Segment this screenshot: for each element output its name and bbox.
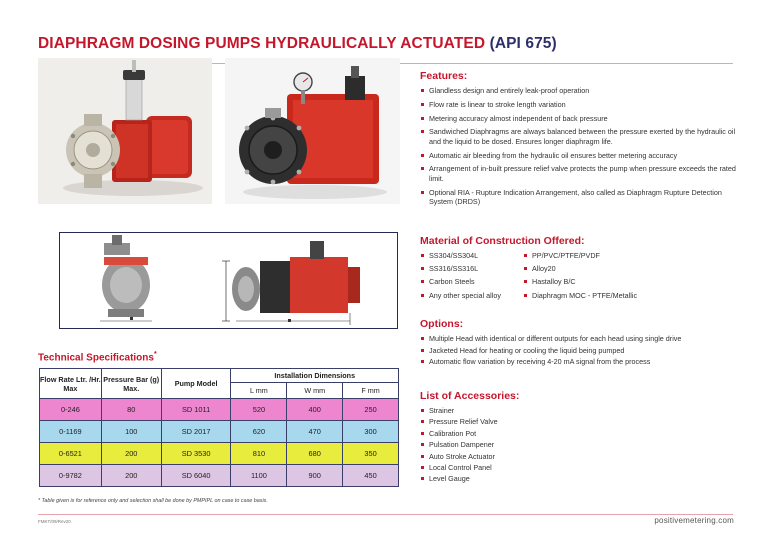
accessories-heading: List of Accessories: (420, 390, 520, 402)
features-list (420, 86, 740, 211)
col-pressure-header: Pressure Bar (g) Max. (101, 369, 161, 399)
specs-heading (38, 351, 157, 363)
materials-heading: Material of Construction Offered: (420, 235, 585, 247)
specs-table (39, 368, 399, 487)
list-item: Carbon Steels (420, 277, 520, 287)
cell-pressure: 200 (101, 465, 161, 487)
list-item: Local Control Panel (420, 463, 620, 473)
cell-f: 350 (343, 443, 399, 465)
list-item: Multiple Head with identical or different outputs for each head using single drive (420, 334, 740, 344)
cell-flow: 0-6521 (40, 443, 102, 465)
list-item: PP/PVC/PTFE/PVDF (523, 251, 733, 261)
cell-w: 680 (287, 443, 343, 465)
cell-f: 450 (343, 465, 399, 487)
cell-pressure: 200 (101, 443, 161, 465)
page-title-main: DIAPHRAGM DOSING PUMPS HYDRAULICALLY ACTUATED (38, 35, 486, 52)
list-item: Pressure Relief Valve (420, 417, 620, 427)
cell-model: SD 1011 (161, 399, 231, 421)
accessories-list (420, 406, 620, 486)
table-row (40, 465, 399, 487)
list-item: Optional RIA - Rupture Indication Arrangement, also called as Diaphragm Rupture Detection System (DRDS) (420, 188, 740, 207)
table-row (40, 443, 399, 465)
list-item: Any other special alloy (420, 291, 520, 301)
list-item: Metering accuracy almost independent of back pressure (420, 114, 740, 124)
cell-pressure: 100 (101, 421, 161, 443)
cell-w: 400 (287, 399, 343, 421)
cell-f: 300 (343, 421, 399, 443)
cell-l: 520 (231, 399, 287, 421)
list-item: Jacketed Head for heating or cooling the liquid being pumped (420, 346, 740, 356)
table-row (40, 399, 399, 421)
col-model-header: Pump Model (161, 369, 231, 399)
cell-f: 250 (343, 399, 399, 421)
cell-model: SD 3530 (161, 443, 231, 465)
list-item: Hastalloy B/C (523, 277, 733, 287)
pump-photo-large (225, 58, 400, 204)
col-l-header: L mm (231, 383, 287, 399)
list-item: Level Gauge (420, 474, 620, 484)
cell-w: 470 (287, 421, 343, 443)
pump-photo-compact (38, 58, 212, 204)
list-item: Automatic air bleeding from the hydraulic oil ensures better metering accuracy (420, 151, 740, 161)
cell-l: 810 (231, 443, 287, 465)
footer-divider (38, 514, 733, 515)
specs-heading-mark: * (153, 351, 157, 358)
cell-w: 900 (287, 465, 343, 487)
col-w-header: W mm (287, 383, 343, 399)
page-title-api: (API 675) (489, 35, 557, 52)
cell-flow: 0-246 (40, 399, 102, 421)
list-item: Strainer (420, 406, 620, 416)
cell-model: SD 2017 (161, 421, 231, 443)
cell-flow: 0-9782 (40, 465, 102, 487)
list-item: Flow rate is linear to stroke length variation (420, 100, 740, 110)
list-item: Arrangement of in-built pressure relief valve protects the pump when pressure exceeds the rated limit. (420, 164, 740, 183)
page-title (38, 35, 557, 53)
col-install-header: Installation Dimensions (231, 369, 399, 383)
cell-flow: 0-1169 (40, 421, 102, 443)
list-item: Pulsation Dampener (420, 440, 620, 450)
cell-pressure: 80 (101, 399, 161, 421)
materials-list-left (420, 251, 520, 304)
list-item: SS316/SS316L (420, 264, 520, 274)
list-item: Sandwiched Diaphragms are always balanced between the pressure exerted by the hydraulic oil and the liquid to be dosed. Ensures longer diaphragm life. (420, 127, 740, 146)
options-list (420, 334, 740, 369)
list-item: Auto Stroke Actuator (420, 452, 620, 462)
col-flow-header: Flow Rate Ltr. /Hr. Max (40, 369, 102, 399)
document-code: FMKT/09/Rev20 (38, 519, 71, 524)
dimension-drawing (59, 232, 398, 329)
website-link[interactable]: positivemetering.com (654, 516, 734, 525)
materials-list-right (523, 251, 733, 304)
cell-l: 620 (231, 421, 287, 443)
options-heading: Options: (420, 318, 464, 330)
list-item: Calibration Pot (420, 429, 620, 439)
cell-model: SD 6040 (161, 465, 231, 487)
features-heading: Features: (420, 70, 468, 82)
cell-l: 1100 (231, 465, 287, 487)
list-item: SS304/SS304L (420, 251, 520, 261)
list-item: Glandless design and entirely leak-proof operation (420, 86, 740, 96)
specs-heading-text: Technical Specifications (38, 352, 154, 364)
table-footnote: * Table given is for reference only and selection shall be done by PMPIPL on case to case basis. (38, 498, 268, 504)
list-item: Diaphragm MOC - PTFE/Metallic (523, 291, 733, 301)
list-item: Alloy20 (523, 264, 733, 274)
col-f-header: F mm (343, 383, 399, 399)
list-item: Automatic flow variation by receiving 4-20 mA signal from the process (420, 357, 740, 367)
table-row (40, 421, 399, 443)
